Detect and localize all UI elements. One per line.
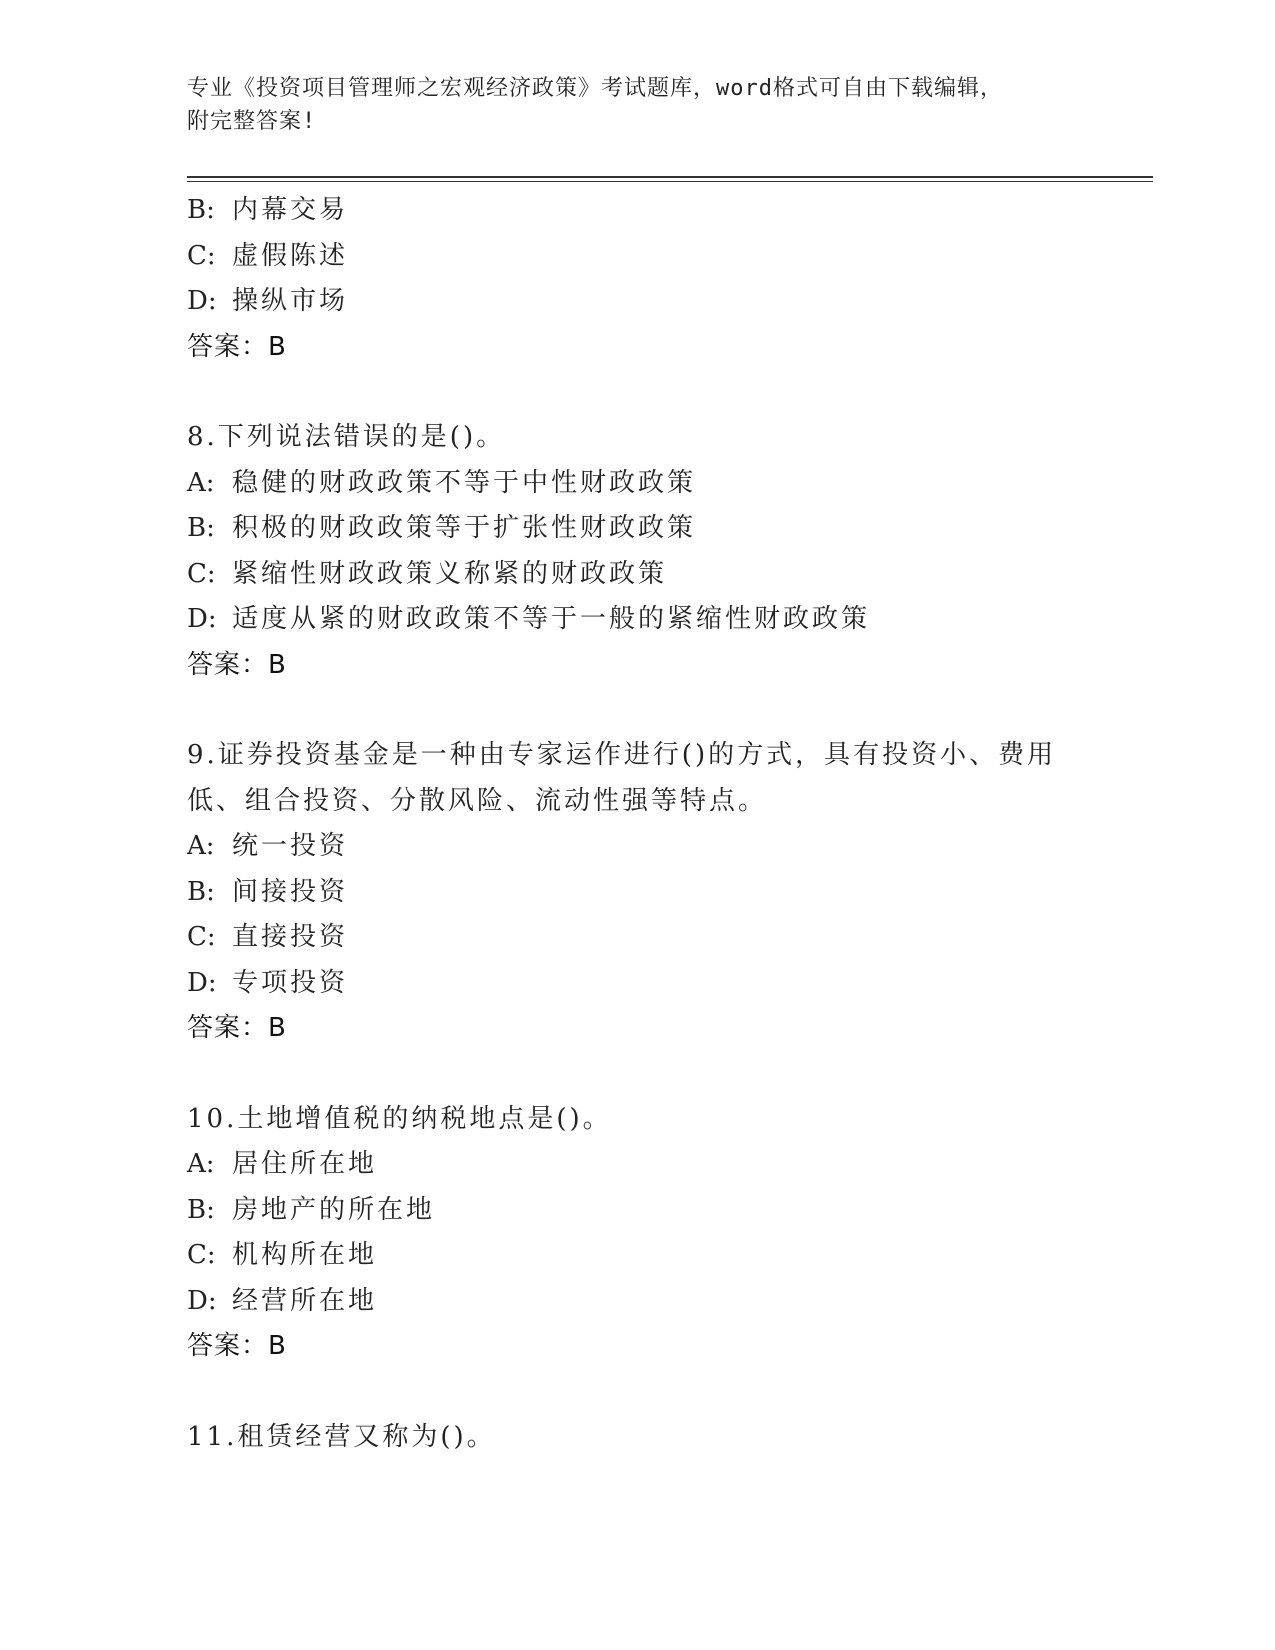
option-text: 虚假陈述 [232, 240, 349, 271]
option-d [187, 597, 1147, 643]
option-d [187, 1279, 1147, 1325]
option-key: B: [187, 195, 215, 225]
question-stem-line-2: 低、组合投资、分散风险、流动性强等特点。 [187, 785, 768, 816]
option-b [187, 870, 1147, 916]
header-divider [187, 176, 1153, 182]
question-stem: 11.租赁经营又称为()。 [187, 1421, 496, 1452]
option-key: C: [187, 558, 216, 589]
option-c [187, 1233, 1147, 1279]
document-header [187, 72, 1087, 138]
option-text: 适度从紧的财政政策不等于一般的紧缩性财政政策 [232, 604, 871, 634]
option-key: C: [187, 240, 216, 271]
option-key: A: [187, 1149, 215, 1179]
option-text: 操纵市场 [232, 286, 349, 316]
answer-line: 答案：B [187, 331, 287, 362]
option-key: C: [187, 1240, 216, 1270]
option-b [187, 1188, 1147, 1234]
question-7 [187, 188, 1147, 370]
option-d [187, 961, 1147, 1007]
header-line-2: 附完整答案! [187, 109, 317, 134]
answer-line: 答案：B [187, 1331, 287, 1361]
option-d [187, 279, 1147, 325]
option-text: 间接投资 [232, 876, 349, 907]
option-c [187, 234, 1147, 280]
question-stem: 8.下列说法错误的是()。 [187, 422, 506, 452]
option-key: D: [187, 1285, 217, 1316]
answer-line: 答案：B [187, 649, 287, 680]
option-text: 稳健的财政政策不等于中性财政政策 [232, 467, 697, 498]
option-text: 机构所在地 [232, 1240, 378, 1270]
question-stem-line-1: 9.证券投资基金是一种由专家运作进行()的方式，具有投资小、费用 [187, 740, 1057, 770]
option-key: C: [187, 922, 216, 952]
option-text: 直接投资 [232, 922, 349, 952]
answer-line: 答案：B [187, 1013, 287, 1043]
option-c [187, 552, 1147, 598]
option-key: A: [187, 831, 215, 861]
option-key: B: [187, 1194, 215, 1225]
option-text: 统一投资 [232, 831, 349, 861]
option-key: B: [187, 876, 215, 907]
option-text: 紧缩性财政政策义称紧的财政政策 [232, 558, 668, 589]
option-key: D: [187, 604, 217, 634]
option-key: D: [187, 967, 217, 998]
option-b [187, 506, 1147, 552]
option-a [187, 824, 1147, 870]
question-9 [187, 733, 1147, 1052]
option-text: 积极的财政政策等于扩张性财政政策 [232, 513, 697, 543]
question-11 [187, 1415, 1147, 1461]
option-text: 专项投资 [232, 967, 349, 998]
option-text: 内幕交易 [232, 195, 349, 225]
option-key: B: [187, 513, 215, 543]
question-list [187, 188, 1147, 1460]
option-text: 居住所在地 [232, 1149, 378, 1179]
question-10 [187, 1097, 1147, 1370]
option-key: A: [187, 467, 215, 498]
option-c [187, 915, 1147, 961]
option-key: D: [187, 286, 217, 316]
option-b [187, 188, 1147, 234]
header-line-1: 专业《投资项目管理师之宏观经济政策》考试题库，word格式可自由下载编辑， [187, 76, 1003, 101]
question-8 [187, 415, 1147, 688]
option-text: 房地产的所在地 [232, 1194, 436, 1225]
option-a [187, 1142, 1147, 1188]
option-a [187, 461, 1147, 507]
option-text: 经营所在地 [232, 1285, 378, 1316]
question-stem: 10.土地增值税的纳税地点是()。 [187, 1103, 612, 1134]
